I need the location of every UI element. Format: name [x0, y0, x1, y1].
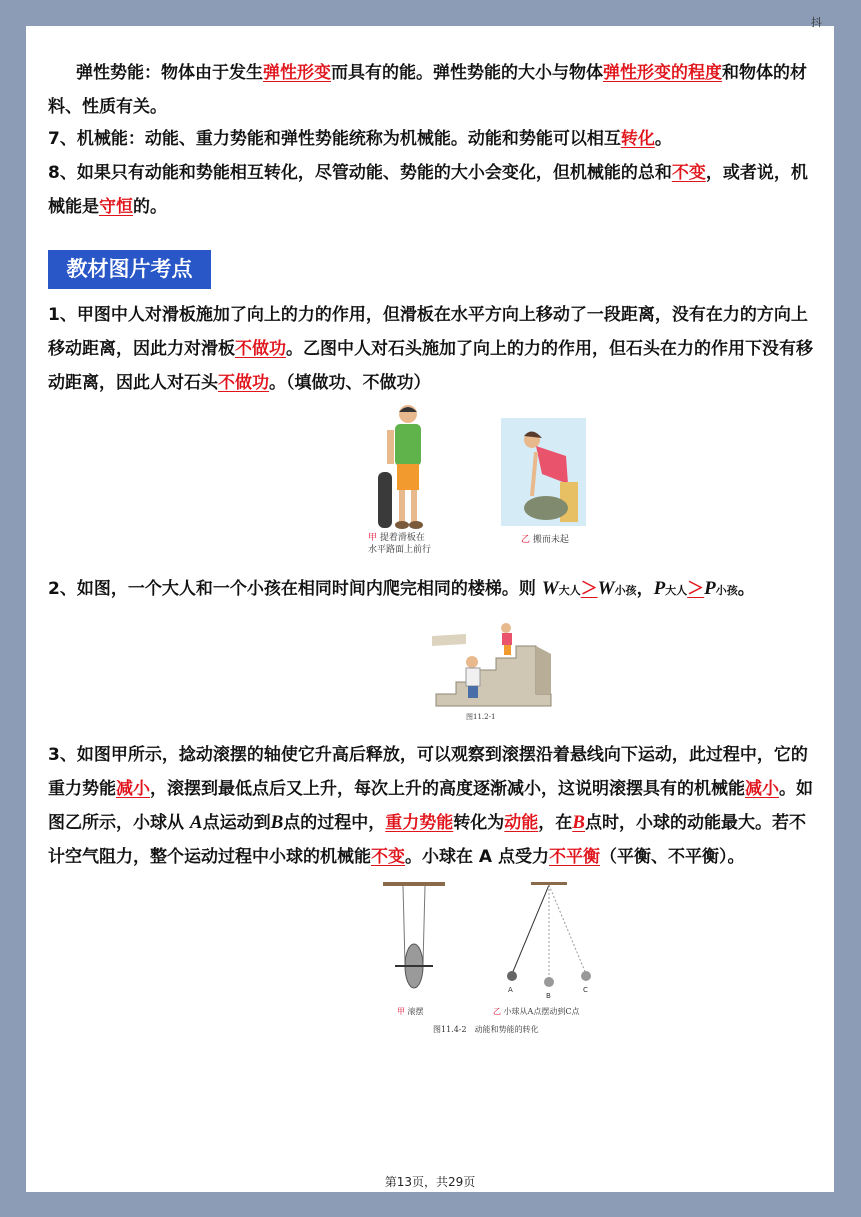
- subscript: 大人: [665, 584, 688, 597]
- answer-blank: 重力势能: [385, 813, 454, 833]
- figure-caption: 图11.4-2 动能和势能的转化: [433, 1025, 539, 1034]
- pendulum-illustration: [381, 878, 591, 1006]
- text: 点时，小球的动能最大。若不计空气阻力，整个运动过程中小球的机械能: [48, 813, 806, 867]
- text: 。: [654, 129, 672, 149]
- point-b-label: B: [270, 812, 284, 833]
- text: 7、机械能：动能、重力势能和弹性势能统称为机械能。动能和势能可以相互: [48, 129, 621, 149]
- text: 的。: [133, 197, 167, 217]
- subscript: 小孩: [715, 584, 738, 597]
- text: 点运动到: [202, 813, 271, 833]
- text: 。如图乙所示，小球从: [48, 779, 813, 833]
- text: ，滚摆到最低点后又上升，每次上升的高度逐渐减小，这说明滚摆具有的机械能: [150, 779, 745, 799]
- text: 而具有的能。弹性势能的大小与物体: [331, 63, 603, 83]
- figure-stairs: [426, 614, 556, 726]
- section-title: 教材图片考点: [48, 250, 211, 289]
- text: 。小球在 A 点受力: [405, 847, 549, 867]
- answer-blank: ＞: [687, 579, 705, 599]
- question-2: [48, 572, 818, 608]
- answer-blank: 减小: [116, 779, 150, 799]
- figure-pendulums: [381, 878, 591, 1038]
- ball-c-label: C: [583, 986, 588, 994]
- symbol-w: W: [541, 578, 559, 599]
- text: 和物体的材料、性质有关。: [48, 63, 807, 117]
- page-footer: 第13页，共29页: [384, 1175, 476, 1189]
- text: ，或者说，机械能是: [48, 163, 808, 217]
- figure-work-examples: [356, 404, 586, 562]
- ball-a-label: A: [508, 986, 513, 994]
- paragraph-8: [48, 156, 818, 224]
- paragraph-7: [48, 122, 818, 156]
- symbol-p: P: [653, 578, 666, 599]
- answer-blank: 动能: [504, 813, 539, 833]
- answer-blank: 减小: [745, 779, 779, 799]
- text: 3、如图甲所示，捻动滚摆的轴使它升高后释放，可以观察到滚摆沿着悬线向下运动，此过程中，它的重力势能: [48, 745, 808, 799]
- question-1: [48, 298, 818, 400]
- answer-blank: 弹性形变: [263, 63, 331, 83]
- stairs-caption: 图11.2-1: [466, 713, 496, 721]
- answer-blank: 不变: [671, 163, 706, 183]
- caption-label-jia: 甲: [397, 1007, 405, 1016]
- text: 1、甲图中人对滑板施加了向上的力的作用，但滑板在水平方向上移动了一段距离，没有在力的方向上移动距离，因此力对滑板: [48, 305, 808, 359]
- caption-label-jia: 甲: [368, 533, 378, 543]
- subscript: 大人: [558, 584, 581, 597]
- symbol-w: W: [597, 578, 615, 599]
- caption-label-yi: 乙: [521, 535, 531, 545]
- caption-text: 水平路面上前行: [368, 545, 432, 555]
- stairs-illustration: [426, 614, 556, 712]
- caption-text: 小球从A点摆动到C点: [503, 1007, 580, 1016]
- caption-text: 滚摆: [407, 1007, 424, 1016]
- answer-blank: 不做功: [235, 339, 286, 359]
- text: 2、如图，一个大人和一个小孩在相同时间内爬完相同的楼梯。则: [48, 579, 536, 599]
- answer-blank: 不变: [371, 847, 405, 867]
- answer-blank: 弹性形变的程度: [603, 63, 722, 83]
- answer-blank: 不做功: [218, 373, 269, 393]
- corner-mark: 抖: [811, 16, 822, 29]
- symbol-p: P: [704, 578, 716, 599]
- text: 点的过程中，: [283, 813, 386, 833]
- paragraph-elastic-energy: [48, 56, 818, 124]
- text: 8、如果只有动能和势能相互转化，尽管动能、势能的大小会变化，但机械能的总和: [48, 163, 672, 183]
- caption-text: 搬而未起: [532, 535, 569, 545]
- caption-text: 提着滑板在: [379, 533, 425, 543]
- document-page: [26, 16, 834, 1192]
- answer-blank: 守恒: [99, 197, 133, 217]
- answer-blank: B: [572, 812, 585, 833]
- question-3: [48, 738, 818, 874]
- text: 。乙图中人对石头施加了向上的力的作用，但石头在力的作用下没有移动距离，因此人对石头: [48, 339, 813, 393]
- text: ，: [636, 579, 654, 599]
- answer-blank: ＞: [580, 579, 598, 599]
- answer-blank: 转化: [620, 129, 655, 149]
- caption-label-yi: 乙: [493, 1007, 501, 1016]
- text: 弹性势能：物体由于发生: [76, 63, 263, 83]
- text: 。（填做功、不做功）: [269, 373, 431, 393]
- answer-blank: 不平衡: [549, 847, 600, 867]
- text: 。: [737, 579, 755, 599]
- text: （平衡、不平衡）。: [600, 847, 745, 867]
- text: ，在: [538, 813, 573, 833]
- text: 转化为: [453, 813, 505, 833]
- ball-b-label: B: [546, 992, 551, 1000]
- point-a-label: A: [189, 812, 203, 833]
- subscript: 小孩: [614, 584, 637, 597]
